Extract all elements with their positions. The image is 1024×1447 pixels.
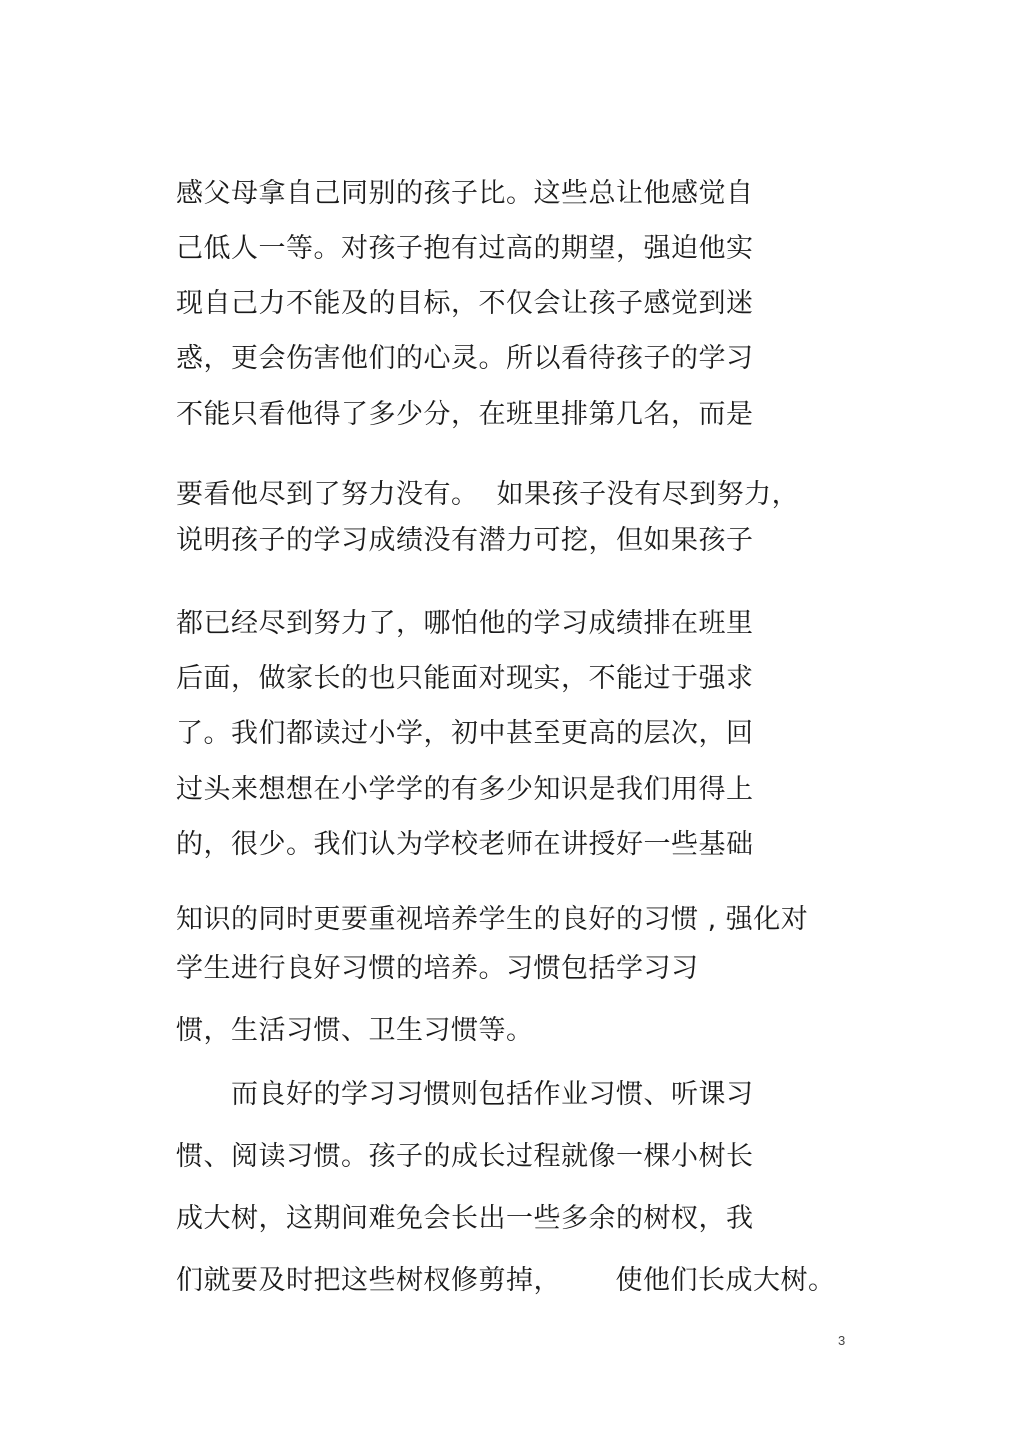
body-text-line: 己低人一等。对孩子抱有过高的期望，强迫他实 <box>176 233 754 264</box>
body-text-line: 惯、阅读习惯。孩子的成长过程就像一棵小树长 <box>176 1141 754 1172</box>
body-text-line: 而良好的学习习惯则包括作业习惯、听课习 <box>176 1079 754 1110</box>
body-text-line: 的，很少。我们认为学校老师在讲授好一些基础 <box>176 829 754 860</box>
body-text-line: 了。我们都读过小学，初中甚至更高的层次，回 <box>176 718 754 749</box>
body-text-line: 感父母拿自己同别的孩子比。这些总让他感觉自 <box>176 178 754 209</box>
body-text-line: 成大树，这期间难免会长出一些多余的树杈，我 <box>176 1203 754 1234</box>
body-text-line: 惯，生活习惯、卫生习惯等。 <box>176 1015 534 1046</box>
body-text-line: 过头来想想在小学学的有多少知识是我们用得上 <box>176 774 754 805</box>
body-text-line: 都已经尽到努力了，哪怕他的学习成绩排在班里 <box>176 608 754 639</box>
body-text-line: 学生进行良好习惯的培养。习惯包括学习习 <box>176 953 699 984</box>
body-text-line: 们就要及时把这些树杈修剪掉， 使他们长成大树。 <box>176 1265 836 1296</box>
body-text-line: 现自己力不能及的目标，不仅会让孩子感觉到迷 <box>176 288 754 319</box>
body-text-line: 惑，更会伤害他们的心灵。所以看待孩子的学习 <box>176 343 754 374</box>
body-text-line: 说明孩子的学习成绩没有潜力可挖，但如果孩子 <box>176 525 754 556</box>
body-text-line: 知识的同时更要重视培养学生的良好的习惯 , 强化对 <box>176 904 809 935</box>
page-number: 3 <box>838 1333 846 1348</box>
body-text-line: 要看他尽到了努力没有。 如果孩子没有尽到努力， <box>176 479 800 510</box>
body-text-line: 后面，做家长的也只能面对现实，不能过于强求 <box>176 663 754 694</box>
body-text-line: 不能只看他得了多少分，在班里排第几名，而是 <box>176 399 754 430</box>
